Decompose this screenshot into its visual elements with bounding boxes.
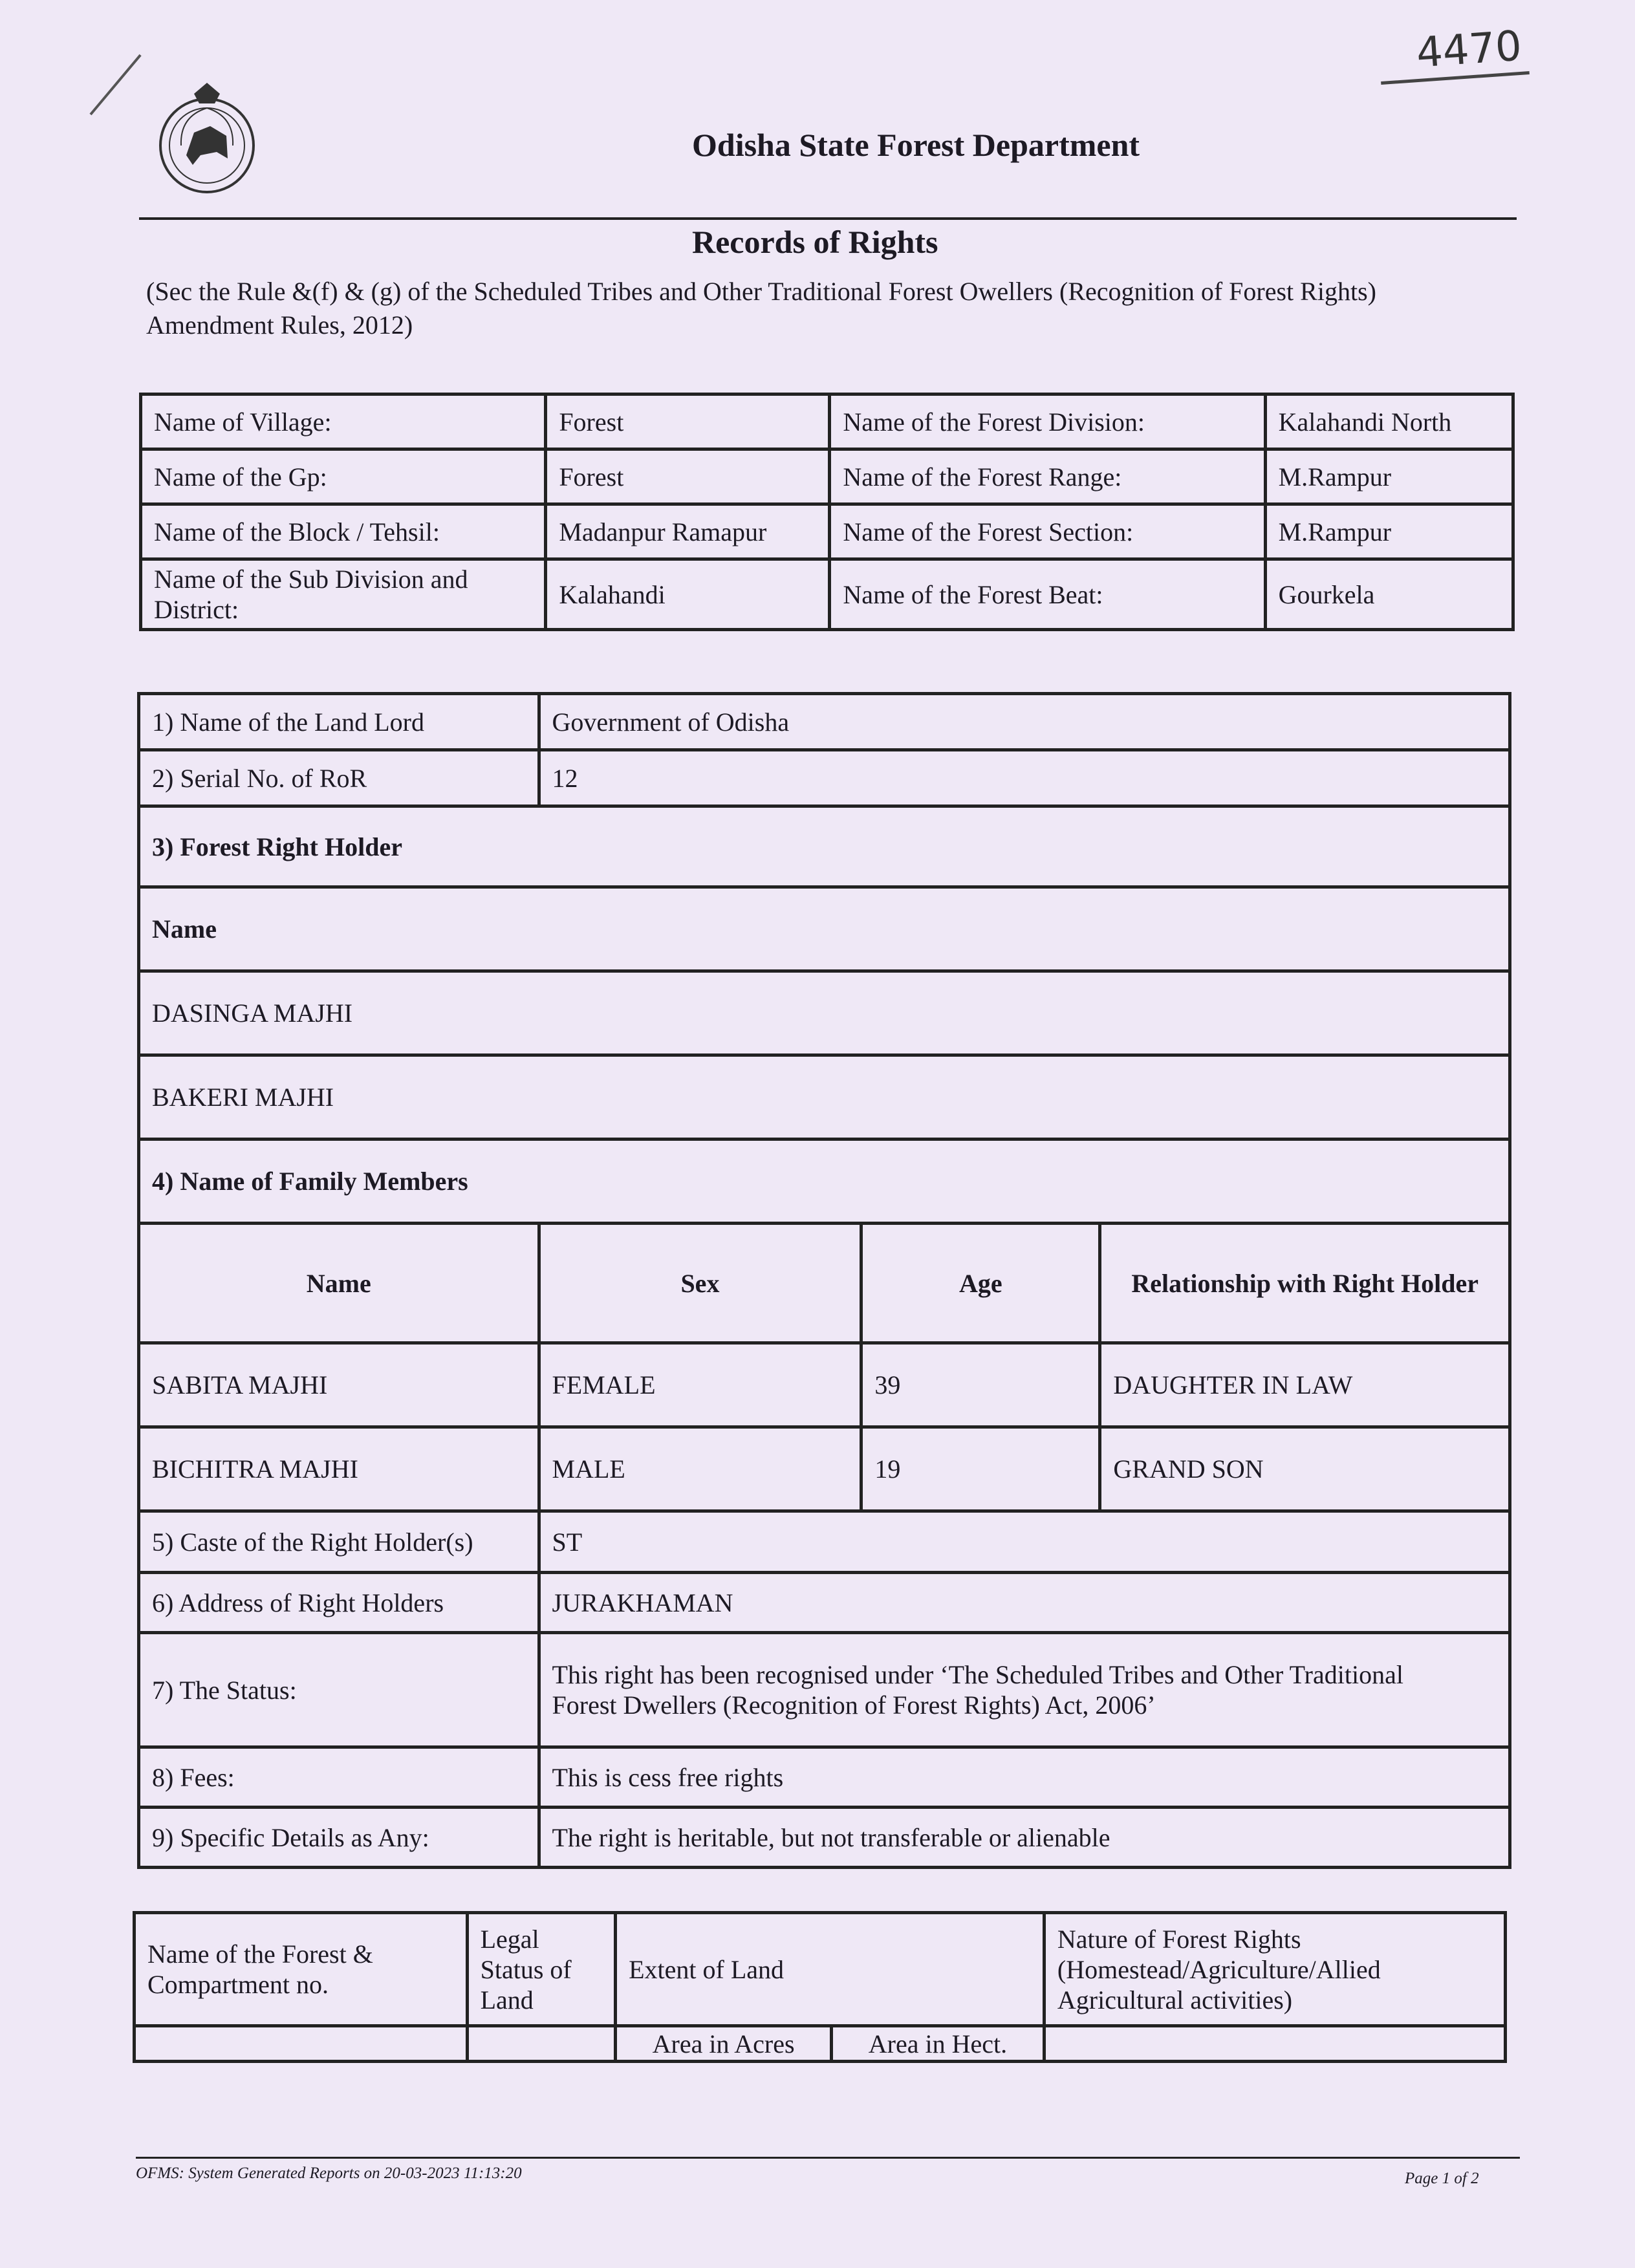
beat-label: Name of the Forest Beat: <box>830 559 1265 630</box>
family-member-age: 19 <box>861 1427 1100 1511</box>
family-member-age: 39 <box>861 1343 1100 1427</box>
family-header-relationship: Relationship with Right Holder <box>1100 1224 1510 1343</box>
record-table <box>137 692 1511 1869</box>
division-label: Name of the Forest Division: <box>830 394 1265 449</box>
family-member-sex: MALE <box>539 1427 861 1511</box>
gp-value: Forest <box>546 449 830 504</box>
holder-row: BAKERI MAJHI <box>139 1055 1510 1139</box>
page-number: Page 1 of 2 <box>1405 2170 1479 2187</box>
family-heading: 4) Name of Family Members <box>139 1139 1510 1224</box>
caste-value: ST <box>539 1511 1510 1573</box>
legal-status-label: Legal Status of Land <box>467 1913 616 2026</box>
range-value: M.Rampur <box>1265 449 1513 504</box>
subdivision-label: Name of the Sub Division and District: <box>141 559 546 630</box>
status-value <box>539 1633 1510 1747</box>
generated-stamp: OFMS: System Generated Reports on 20-03-2023 11:13:20 <box>136 2165 522 2182</box>
department-name: Odisha State Forest Department <box>692 127 1140 163</box>
land-table <box>133 1911 1507 2063</box>
address-value: JURAKHAMAN <box>539 1573 1510 1633</box>
rule-reference: (Sec the Rule &(f) & (g) of the Scheduled Tribes and Other Traditional Forest Owellers (Recognition of Forest Rights) Amendment Rules, 2012) <box>146 277 1376 340</box>
page-title: Records of Rights <box>692 224 938 260</box>
forest-compartment-value <box>135 2026 468 2062</box>
header-divider <box>139 217 1517 220</box>
landlord-label: 1) Name of the Land Lord <box>139 694 539 750</box>
block-label: Name of the Block / Tehsil: <box>141 504 546 559</box>
status-label: 7) The Status: <box>139 1633 539 1747</box>
area-hect-label: Area in Hect. <box>832 2026 1045 2062</box>
range-label: Name of the Forest Range: <box>830 449 1265 504</box>
status-line: Forest Dwellers (Recognition of Forest Rights) Act, 2006’ <box>552 1690 1156 1720</box>
serial-value: 12 <box>539 750 1510 806</box>
subdivision-value: Kalahandi <box>546 559 830 630</box>
landlord-value: Government of Odisha <box>539 694 1510 750</box>
section-value: M.Rampur <box>1265 504 1513 559</box>
holder-heading: 3) Forest Right Holder <box>139 806 1510 887</box>
village-value: Forest <box>546 394 830 449</box>
odisha-emblem-icon <box>155 78 259 200</box>
extent-label: Extent of Land <box>616 1913 1045 2026</box>
family-member-sex: FEMALE <box>539 1343 861 1427</box>
beat-value: Gourkela <box>1265 559 1513 630</box>
fees-value: This is cess free rights <box>539 1747 1510 1808</box>
family-member-relationship: DAUGHTER IN LAW <box>1100 1343 1510 1427</box>
area-acres-label: Area in Acres <box>616 2026 832 2062</box>
forest-compartment-label: Name of the Forest & Compartment no. <box>135 1913 468 2026</box>
village-label: Name of Village: <box>141 394 546 449</box>
holder-row: DASINGA MAJHI <box>139 971 1510 1055</box>
family-member-name: BICHITRA MAJHI <box>139 1427 539 1511</box>
details-value: The right is heritable, but not transferable or alienable <box>539 1808 1510 1868</box>
division-value: Kalahandi North <box>1265 394 1513 449</box>
caste-label: 5) Caste of the Right Holder(s) <box>139 1511 539 1573</box>
section-label: Name of the Forest Section: <box>830 504 1265 559</box>
holder-name-heading: Name <box>139 887 1510 971</box>
family-header-name: Name <box>139 1224 539 1343</box>
nature-rights-value <box>1044 2026 1505 2062</box>
gp-label: Name of the Gp: <box>141 449 546 504</box>
serial-label: 2) Serial No. of RoR <box>139 750 539 806</box>
nature-rights-label: Nature of Forest Rights (Homestead/Agriculture/Allied Agricultural activities) <box>1044 1913 1505 2026</box>
family-member-name: SABITA MAJHI <box>139 1343 539 1427</box>
legal-status-value <box>467 2026 616 2062</box>
family-member-relationship: GRAND SON <box>1100 1427 1510 1511</box>
family-header-sex: Sex <box>539 1224 861 1343</box>
location-table <box>139 393 1515 631</box>
status-line: This right has been recognised under ‘The Scheduled Tribes and Other Traditional <box>552 1660 1403 1689</box>
address-label: 6) Address of Right Holders <box>139 1573 539 1633</box>
pen-mark <box>89 54 141 115</box>
block-value: Madanpur Ramapur <box>546 504 830 559</box>
details-label: 9) Specific Details as Any: <box>139 1808 539 1868</box>
fees-label: 8) Fees: <box>139 1747 539 1808</box>
footer-divider <box>136 2157 1520 2159</box>
family-header-age: Age <box>861 1224 1100 1343</box>
handwritten-number: 4470 <box>1414 22 1524 78</box>
